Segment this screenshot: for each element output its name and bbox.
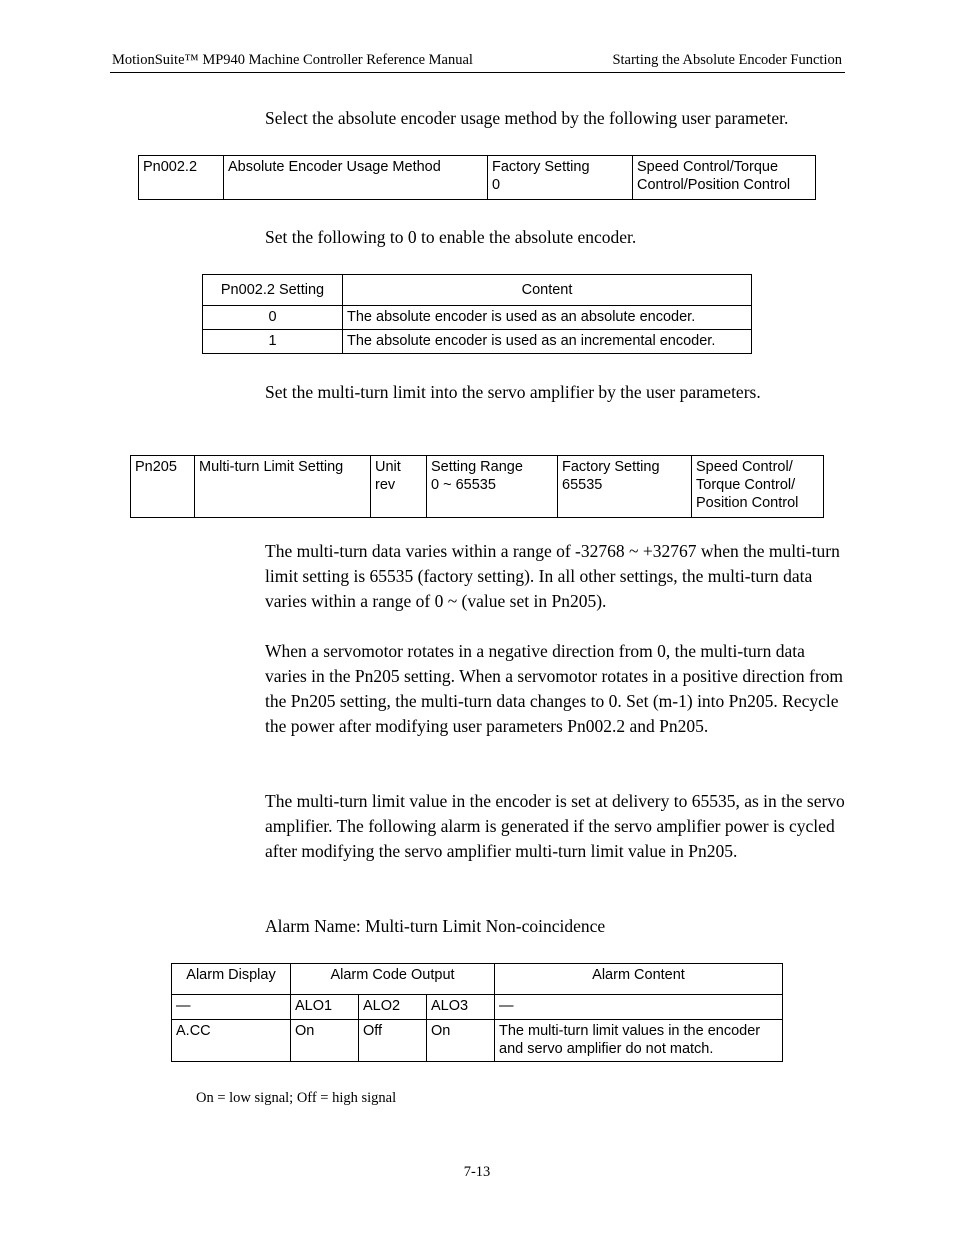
alo3-header: ALO3 xyxy=(427,995,495,1020)
setting-value: 1 xyxy=(203,330,343,354)
table-row xyxy=(131,456,824,518)
unit-cell xyxy=(371,456,427,518)
column-header-content: Content xyxy=(343,275,752,306)
header-rule xyxy=(110,72,845,73)
alarm-content-placeholder: — xyxy=(495,995,783,1020)
paragraph-multi-turn-range: The multi-turn data varies within a range of -32768 ~ +32767 when the multi-turn limit setting is 65535 (factory setting). In all other settings, the multi-turn data varies within a range of 0 ~ (value set in Pn205). xyxy=(265,541,840,611)
factory-setting-label: Factory Setting xyxy=(492,159,590,175)
control-mode-line: Speed Control/ xyxy=(696,459,793,475)
parameter-table-pn205 xyxy=(130,455,824,518)
column-header-alarm-content: Alarm Content xyxy=(495,964,783,995)
header-title: MotionSuite™ MP940 Machine Controller Reference Manual xyxy=(112,52,473,68)
setting-value: 0 xyxy=(203,306,343,330)
setting-content: The absolute encoder is used as an absolute encoder. xyxy=(343,306,752,330)
paragraph-multi-turn-limit: Set the multi-turn limit into the servo amplifier by the user parameters. xyxy=(265,382,761,402)
param-name: Multi-turn Limit Setting xyxy=(195,456,371,518)
setting-range-value: 0 ~ 65535 xyxy=(431,477,496,493)
param-name: Absolute Encoder Usage Method xyxy=(224,156,488,200)
factory-setting-cell xyxy=(488,156,633,200)
paragraph-rotation-behavior: When a servomotor rotates in a negative direction from 0, the multi-turn data varies in the Pn205 setting. When a servomotor rotates in a positive direction from the Pn205 setting, the multi-turn data changes to 0. Set (m-1) into Pn205. Recycle the power after modifying user parameters Pn002.2 and Pn205. xyxy=(265,641,844,736)
control-mode-line: Position Control xyxy=(696,495,799,511)
alarm-display-placeholder: — xyxy=(172,995,291,1020)
alo2-header: ALO2 xyxy=(359,995,427,1020)
paragraph-alarm-condition: The multi-turn limit value in the encoder is set at delivery to 65535, as in the servo amplifier. The following alarm is generated if the servo amplifier power is cycled after modifying the servo amplifier multi-turn limit value in Pn205. xyxy=(265,791,845,861)
param-number: Pn002.2 xyxy=(139,156,224,200)
column-header-alarm-code-output: Alarm Code Output xyxy=(291,964,495,995)
alarm-table xyxy=(171,963,783,1062)
header-section: Starting the Absolute Encoder Function xyxy=(612,52,842,68)
table-row xyxy=(139,156,816,200)
alarm-content-value: The multi-turn limit values in the encoder and servo amplifier do not match. xyxy=(495,1020,783,1062)
factory-setting-value: 0 xyxy=(492,177,501,193)
table-row xyxy=(203,306,752,330)
control-mode: Speed Control/Torque Control/Position Control xyxy=(633,156,816,200)
factory-setting-value: 65535 xyxy=(562,477,603,493)
alo1-value: On xyxy=(291,1020,359,1062)
table-row xyxy=(203,330,752,354)
setting-content: The absolute encoder is used as an incremental encoder. xyxy=(343,330,752,354)
alo1-header: ALO1 xyxy=(291,995,359,1020)
table-header-row xyxy=(172,964,783,995)
setting-range-label: Setting Range xyxy=(431,459,523,475)
alo2-value: Off xyxy=(359,1020,427,1062)
table-row xyxy=(172,1020,783,1062)
signal-footnote: On = low signal; Off = high signal xyxy=(196,1090,397,1106)
setting-table-pn002-2 xyxy=(202,274,752,354)
paragraph-select-method: Select the absolute encoder usage method by the following user parameter. xyxy=(265,108,789,128)
alo3-value: On xyxy=(427,1020,495,1062)
control-mode-cell xyxy=(692,456,824,518)
factory-setting-label: Factory Setting xyxy=(562,459,660,475)
factory-setting-cell xyxy=(558,456,692,518)
setting-range-cell xyxy=(427,456,558,518)
alarm-display-value: A.CC xyxy=(172,1020,291,1062)
unit-value: rev xyxy=(375,477,396,493)
table-header-row xyxy=(203,275,752,306)
param-number: Pn205 xyxy=(131,456,195,518)
table-subheader-row xyxy=(172,995,783,1020)
column-header-alarm-display: Alarm Display xyxy=(172,964,291,995)
column-header-setting: Pn002.2 Setting xyxy=(203,275,343,306)
page-number: 7-13 xyxy=(463,1164,491,1180)
parameter-table-pn002-2 xyxy=(138,155,816,200)
unit-label: Unit xyxy=(375,459,401,475)
alarm-name: Alarm Name: Multi-turn Limit Non-coincidence xyxy=(265,916,606,936)
paragraph-enable-absolute: Set the following to 0 to enable the absolute encoder. xyxy=(265,227,637,247)
control-mode-line: Torque Control/ xyxy=(696,477,796,493)
